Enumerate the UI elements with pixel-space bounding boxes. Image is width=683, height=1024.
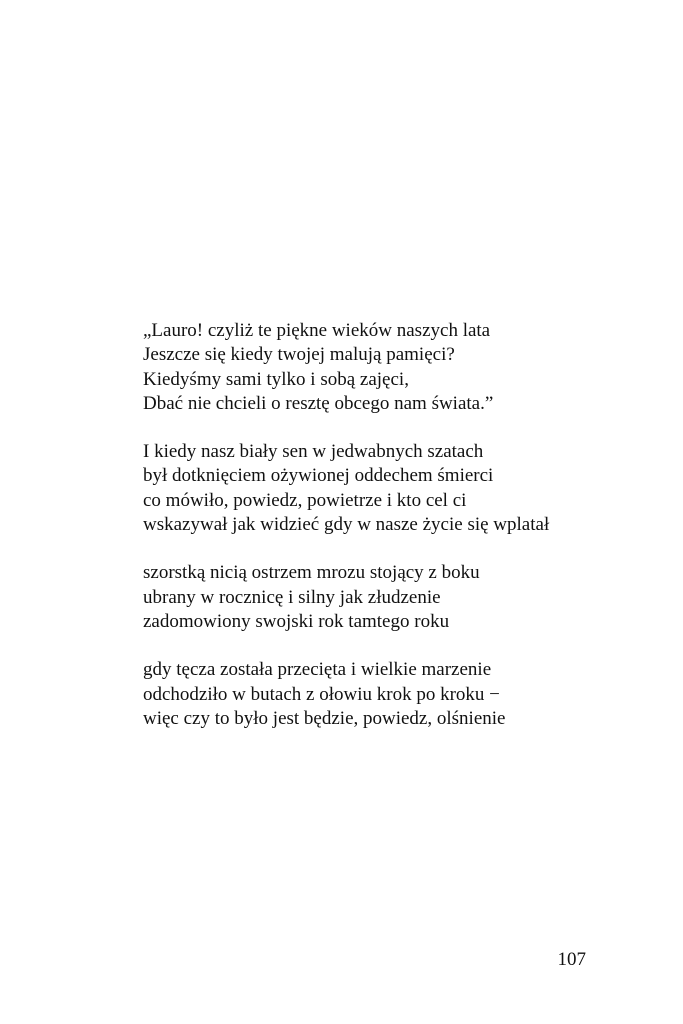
page-number: 107 — [557, 949, 586, 970]
poem-line: był dotknięciem ożywionej oddechem śmierci — [143, 465, 494, 487]
poem-line: Kiedyśmy sami tylko i sobą zajęci, — [143, 368, 409, 390]
poem — [143, 319, 623, 755]
poem-line: ubrany w rocznicę i silny jak złudzenie — [143, 586, 441, 608]
poem-line: „Lauro! czyliż te piękne wieków naszych lata — [143, 320, 491, 341]
poem-line: odchodziło w butach z ołowiu krok po kroku − — [143, 683, 500, 705]
poem-line: więc czy to było jest będzie, powiedz, olśnienie — [143, 707, 506, 729]
poem-line: szorstką nicią ostrzem mrozu stojący z boku — [143, 562, 480, 584]
poem-line: co mówiło, powiedz, powietrze i kto cel ci — [143, 489, 467, 511]
poem-line: wskazywał jak widzieć gdy w nasze życie się wplatał — [143, 514, 550, 536]
stanza-1 — [143, 319, 623, 416]
poem-line: Dbać nie chcieli o resztę obcego nam świata.” — [143, 392, 494, 414]
poem-line: gdy tęcza została przecięta i wielkie marzenie — [143, 659, 492, 681]
stanza-2 — [143, 440, 623, 537]
poem-line: Jeszcze się kiedy twojej malują pamięci? — [143, 344, 455, 366]
poem-line: I kiedy nasz biały sen w jedwabnych szatach — [143, 441, 484, 463]
poem-line: zadomowiony swojski rok tamtego roku — [143, 610, 450, 632]
stanza-4 — [143, 658, 623, 731]
stanza-3 — [143, 561, 623, 634]
